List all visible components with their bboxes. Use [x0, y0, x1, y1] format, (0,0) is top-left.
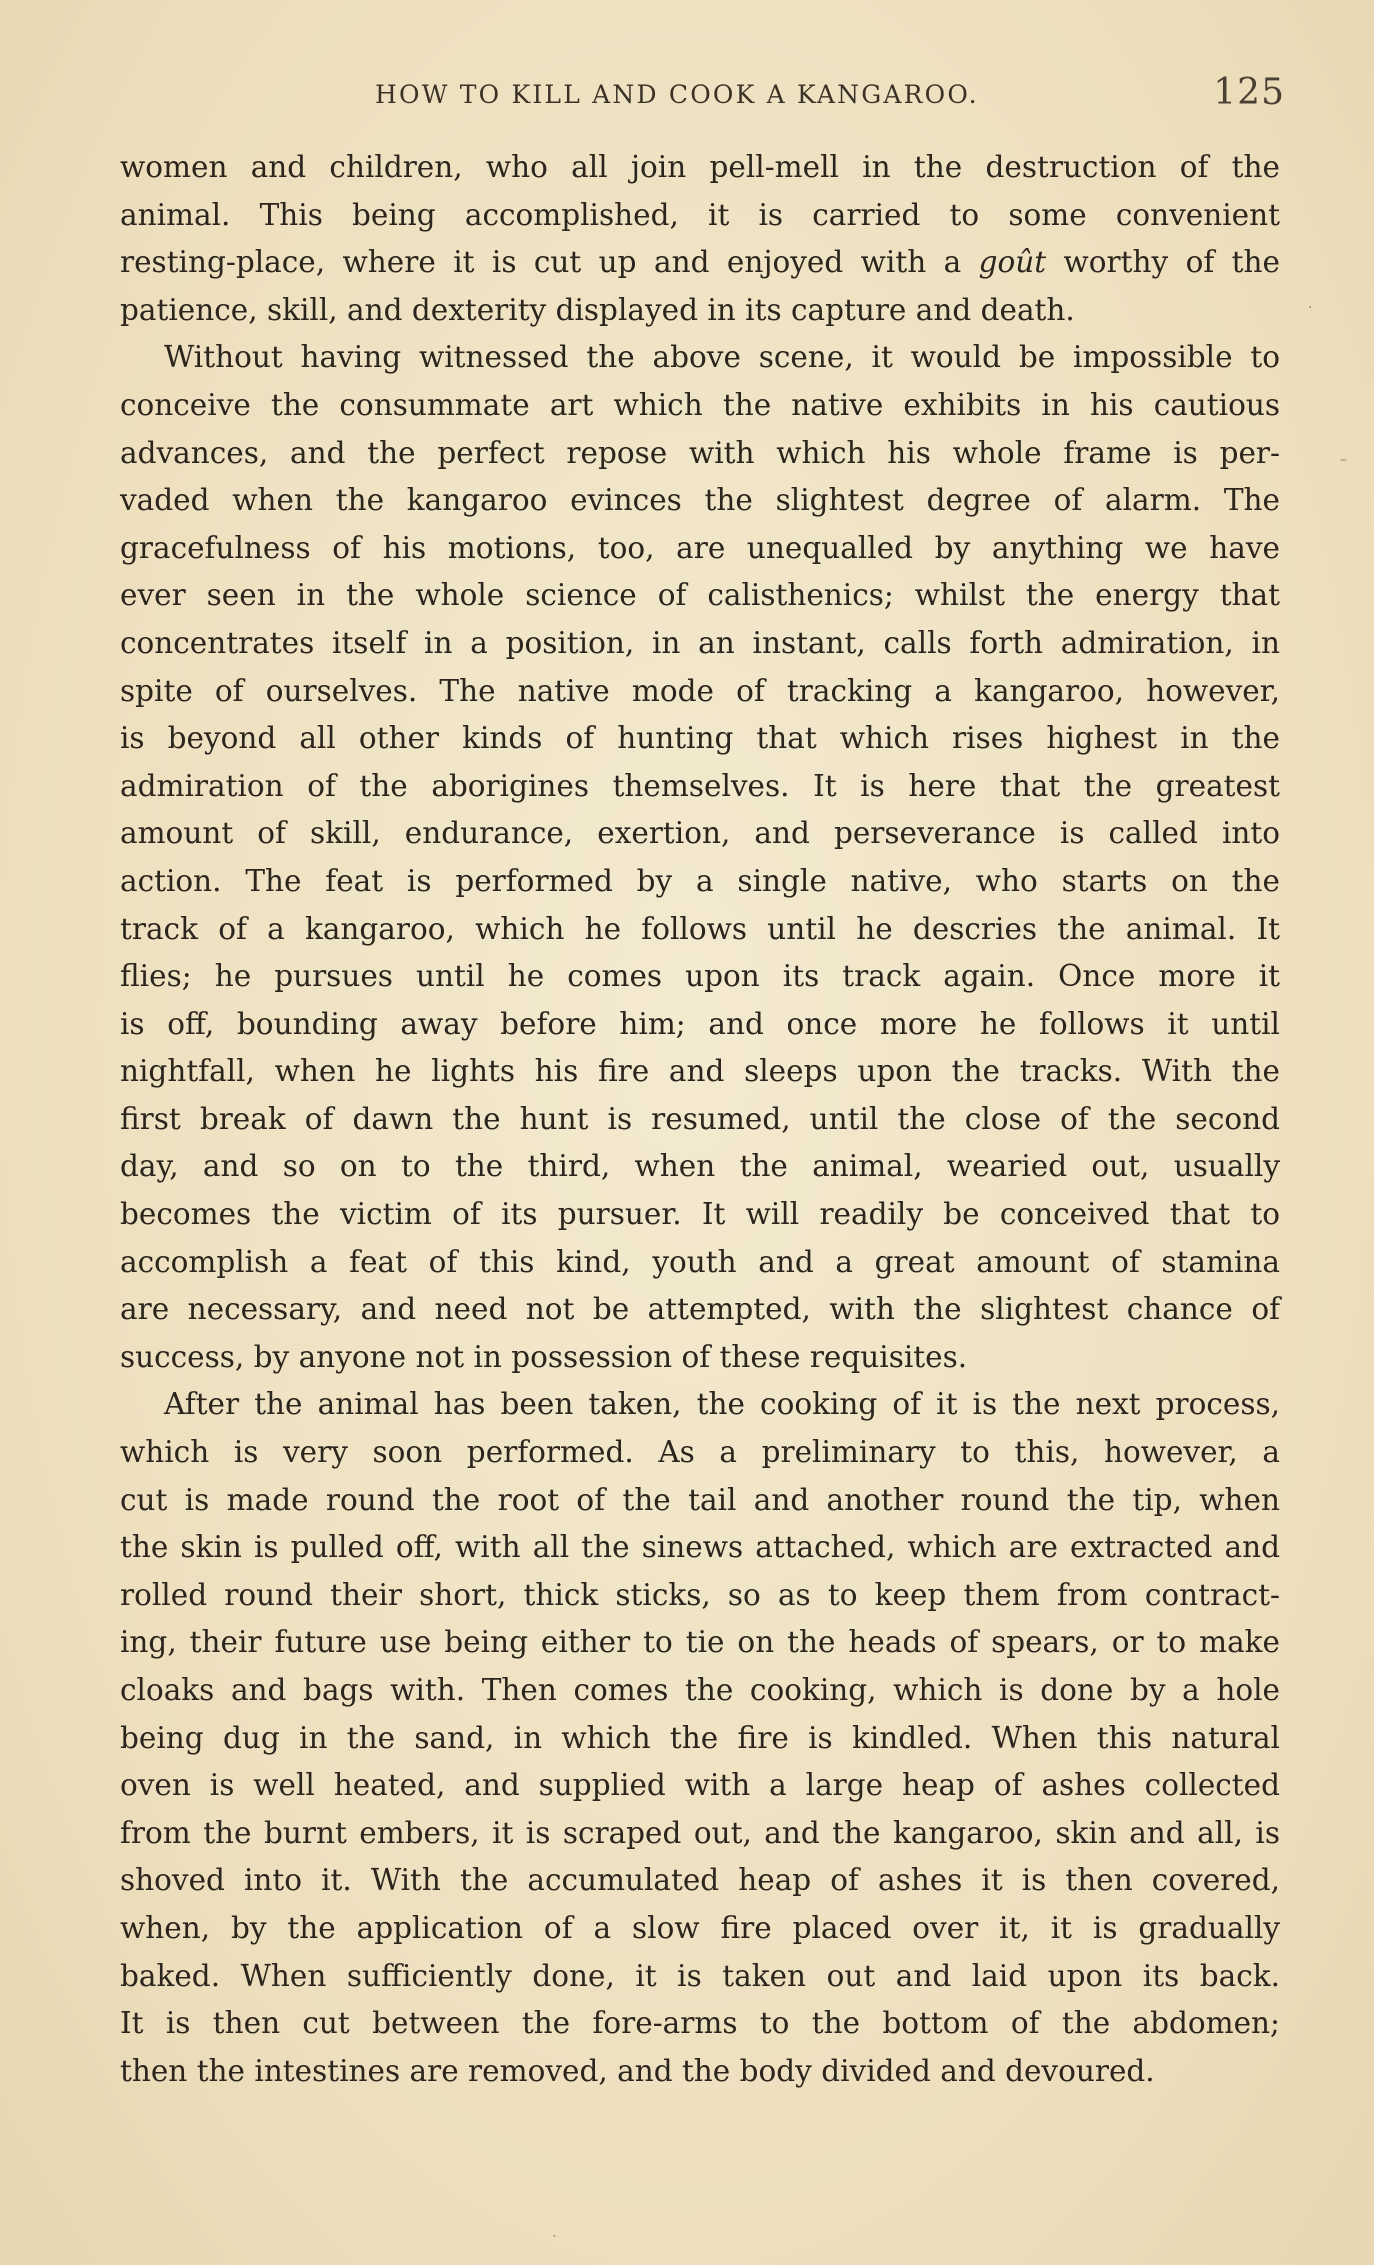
text-line: the skin is pulled off, with all the sinews attached, which are extracted and [120, 1530, 1280, 1565]
text-line: becomes the victim of its pursuer. It will readily be conceived that to [120, 1197, 1280, 1232]
text-line: flies; he pursues until he comes upon its track again. Once more it [120, 959, 1280, 994]
text-line: admiration of the aborigines themselves. It is here that the greatest [120, 768, 1280, 803]
text-line: is off, bounding away before him; and once more he follows it until [120, 1006, 1280, 1041]
text-line: ever seen in the whole science of calisthenics; whilst the energy that [120, 578, 1280, 613]
text-line: day, and so on to the third, when the animal, wearied out, usually [120, 1149, 1280, 1184]
text-line: when, by the application of a slow fire placed over it, it is gradually [120, 1910, 1280, 1945]
text-line: Without having witnessed the above scene, it would be impossible to [164, 340, 1280, 375]
text-line: advances, and the perfect repose with which his whole frame is per- [120, 435, 1280, 470]
text-line: patience, skill, and dexterity displayed in its capture and death. [120, 292, 1075, 327]
italic-word: goût [978, 245, 1047, 280]
text-line: spite of ourselves. The native mode of tracking a kangaroo, however, [120, 673, 1280, 708]
text-line: oven is well heated, and supplied with a large heap of ashes collected [120, 1768, 1280, 1803]
text-line: baked. When sufficiently done, it is taken out and laid upon its back. [120, 1958, 1280, 1993]
text-line: success, by anyone not in possession of these requisites. [120, 1339, 968, 1374]
text-line: resting-place, where it is cut up and enjoyed with a goût worthy of the [120, 245, 1280, 280]
text-line: action. The feat is performed by a single native, who starts on the [120, 863, 1280, 898]
text-line: women and children, who all join pell-mell in the destruction of the [120, 150, 1280, 184]
text-line: After the animal has been taken, the cooking of it is the next process, [164, 1387, 1280, 1422]
text-line: cloaks and bags with. Then comes the cooking, which is done by a hole [120, 1673, 1280, 1707]
text-line: amount of skill, endurance, exertion, and perseverance is called into [120, 816, 1280, 851]
text-line: which is very soon performed. As a preliminary to this, however, a [120, 1435, 1280, 1470]
text-line: ing, their future use being either to tie on the heads of spears, or to make [120, 1625, 1280, 1660]
edge-mark: – [1340, 452, 1347, 468]
text-line: gracefulness of his motions, too, are unequalled by anything we have [120, 530, 1280, 565]
bottom-mark: ˎ [552, 2222, 557, 2238]
text-line: then the intestines are removed, and the body divided and devoured. [120, 2053, 1155, 2088]
text-line: shoved into it. With the accumulated heap of ashes it is then covered, [120, 1863, 1280, 1898]
text-line: animal. This being accomplished, it is carried to some convenient [120, 197, 1280, 232]
text-line: cut is made round the root of the tail and another round the tip, when [120, 1482, 1280, 1517]
text-line: concentrates itself in a position, in an instant, calls forth admiration, in [120, 625, 1280, 660]
text-line: rolled round their short, thick sticks, so as to keep them from contract- [120, 1577, 1280, 1612]
running-head [120, 72, 1285, 116]
text-line: nightfall, when he lights his fire and sleeps upon the tracks. With the [120, 1054, 1280, 1089]
text-line: accomplish a feat of this kind, youth and a great amount of stamina [120, 1244, 1280, 1279]
page-number: 125 [1213, 72, 1285, 113]
text-line: being dug in the sand, in which the fire is kindled. When this natural [120, 1720, 1280, 1755]
text-line: are necessary, and need not be attempted, with the slightest chance of [120, 1292, 1280, 1327]
text-line: It is then cut between the fore-arms to the bottom of the abdomen; [120, 2006, 1280, 2041]
running-title: HOW TO KILL AND COOK A KANGAROO. [375, 80, 979, 109]
body-text [120, 144, 1280, 2095]
text-line: from the burnt embers, it is scraped out, and the kangaroo, skin and all, is [120, 1815, 1280, 1850]
text-line: is beyond all other kinds of hunting that which rises highest in the [120, 721, 1280, 756]
text-line: track of a kangaroo, which he follows until he descries the animal. It [120, 911, 1280, 946]
speck-mark: · [1308, 300, 1313, 316]
text-line: conceive the consummate art which the native exhibits in his cautious [120, 387, 1280, 422]
text-line: first break of dawn the hunt is resumed, until the close of the second [120, 1101, 1280, 1136]
text-line: vaded when the kangaroo evinces the slightest degree of alarm. The [120, 483, 1280, 518]
